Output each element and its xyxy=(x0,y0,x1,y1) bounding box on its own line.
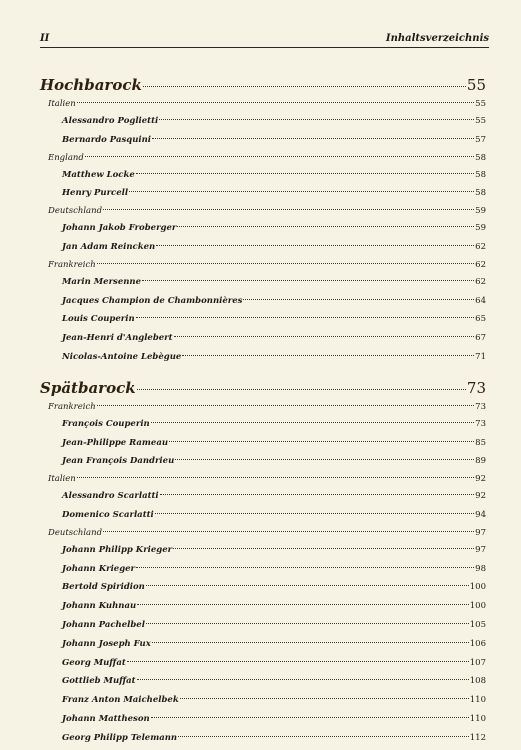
toc-entry-part xyxy=(40,74,486,96)
toc-entry-composer xyxy=(40,452,486,471)
entry-page-number: 97 xyxy=(475,544,486,555)
entry-page-number: 62 xyxy=(475,241,486,252)
entry-page-number: 71 xyxy=(475,351,486,362)
entry-title: Gottlieb Muffat xyxy=(62,676,136,687)
entry-page-number: 55 xyxy=(475,99,486,109)
entry-title: Georg Philipp Telemann xyxy=(62,732,178,743)
entry-title: Italien xyxy=(48,474,76,485)
entry-page-number: 107 xyxy=(469,657,486,668)
toc-entry-composer xyxy=(40,560,486,579)
dot-leader xyxy=(97,405,474,406)
dot-leader xyxy=(243,299,474,300)
entry-page-number: 92 xyxy=(475,491,486,502)
entry-title: Frankreich xyxy=(48,401,96,412)
dot-leader xyxy=(182,355,474,356)
toc-entry-composer xyxy=(40,131,486,150)
dot-leader xyxy=(85,156,474,157)
toc-entry-composer xyxy=(40,238,486,257)
entry-title: Johann Kuhnau xyxy=(62,601,137,612)
entry-title: Matthew Locke xyxy=(62,169,135,180)
entry-title: Domenico Scarlatti xyxy=(62,509,154,520)
entry-page-number: 92 xyxy=(475,474,486,485)
entry-title: Deutschland xyxy=(48,206,103,217)
entry-title: Jacques Champion de Chambonnières xyxy=(62,295,243,306)
toc-entry-composer xyxy=(40,434,486,453)
entry-page-number: 112 xyxy=(469,732,486,743)
dot-leader xyxy=(143,86,466,87)
entry-page-number: 106 xyxy=(469,638,486,649)
toc-entry-composer xyxy=(40,184,486,203)
entry-title: Jan Adam Reincken xyxy=(62,241,156,252)
dot-leader xyxy=(137,389,466,390)
entry-title: Frankreich xyxy=(48,259,96,270)
dot-leader xyxy=(173,548,474,549)
entry-title: Spätbarock xyxy=(40,378,136,397)
entry-page-number: 58 xyxy=(475,152,486,163)
entry-page-number: 55 xyxy=(466,76,486,94)
running-header xyxy=(40,33,489,48)
toc-entry-composer xyxy=(40,616,486,635)
entry-page-number: 100 xyxy=(469,601,486,612)
toc-entry-composer xyxy=(40,672,486,691)
toc-entry-country xyxy=(40,525,486,541)
toc-entry-country xyxy=(40,150,486,166)
dot-leader xyxy=(127,661,469,662)
dot-leader xyxy=(142,280,474,281)
entry-title: Nicolas-Antoine Lebègue xyxy=(62,351,182,362)
toc-entry-composer xyxy=(40,166,486,185)
dot-leader xyxy=(77,477,474,478)
dot-leader xyxy=(137,604,469,605)
toc-entry-composer xyxy=(40,654,486,673)
running-title: Inhaltsverzeichnis xyxy=(385,33,489,44)
entry-title: England xyxy=(48,152,84,163)
toc-entry-part xyxy=(40,377,486,399)
toc-entry-country xyxy=(40,257,486,273)
entry-page-number: 73 xyxy=(466,378,486,397)
entry-title: François Couperin xyxy=(62,418,150,429)
dot-leader xyxy=(174,336,475,337)
dot-leader xyxy=(103,209,474,210)
dot-leader xyxy=(175,459,474,460)
dot-leader xyxy=(151,422,474,423)
entry-page-number: 58 xyxy=(475,169,486,180)
entry-title: Johann Philipp Krieger xyxy=(62,544,173,555)
dot-leader xyxy=(177,226,474,227)
entry-title: Jean-Henri d'Anglebert xyxy=(62,333,173,344)
toc-entry-country xyxy=(40,203,486,219)
toc-entry-composer xyxy=(40,292,486,311)
dot-leader xyxy=(136,317,475,318)
toc-entry-composer xyxy=(40,541,486,560)
entry-page-number: 100 xyxy=(469,582,486,593)
entry-page-number: 65 xyxy=(475,314,486,325)
entry-page-number: 64 xyxy=(475,295,486,306)
dot-leader xyxy=(152,642,469,643)
entry-page-number: 85 xyxy=(475,437,486,448)
dot-leader xyxy=(155,513,474,514)
entry-title: Bernardo Pasquini xyxy=(62,134,152,145)
entry-title: Johann Krieger xyxy=(62,563,136,574)
entry-page-number: 98 xyxy=(475,563,486,574)
entry-title: Johann Jakob Froberger xyxy=(62,223,177,234)
dot-leader xyxy=(180,698,469,699)
dot-leader xyxy=(146,585,469,586)
toc-entry-country xyxy=(40,471,486,487)
entry-title: Alessandro Scarlatti xyxy=(62,491,159,502)
dot-leader xyxy=(169,441,474,442)
entry-title: Italien xyxy=(48,99,76,109)
entry-page-number: 94 xyxy=(475,509,486,520)
section-gap xyxy=(40,367,486,377)
entry-title: Henry Purcell xyxy=(62,188,129,199)
dot-leader xyxy=(178,736,469,737)
entry-page-number: 62 xyxy=(475,276,486,287)
toc-entry-composer xyxy=(40,597,486,616)
entry-page-number: 97 xyxy=(475,527,486,538)
entry-title: Johann Pachelbel xyxy=(62,619,145,630)
dot-leader xyxy=(129,191,474,192)
dot-leader xyxy=(151,717,469,718)
toc-entry-composer xyxy=(40,219,486,238)
entry-title: Jean François Dandrieu xyxy=(62,456,175,467)
entry-page-number: 58 xyxy=(475,188,486,199)
entry-page-number: 108 xyxy=(469,676,486,687)
dot-leader xyxy=(137,679,469,680)
dot-leader xyxy=(160,494,475,495)
dot-leader xyxy=(77,102,474,103)
toc-entry-composer xyxy=(40,273,486,292)
toc-entry-composer xyxy=(40,415,486,434)
table-of-contents xyxy=(40,74,486,748)
dot-leader xyxy=(136,173,474,174)
toc-entry-composer xyxy=(40,710,486,729)
entry-page-number: 89 xyxy=(475,456,486,467)
entry-page-number: 73 xyxy=(475,401,486,412)
entry-page-number: 110 xyxy=(469,695,486,706)
toc-entry-country xyxy=(40,399,486,415)
entry-page-number: 55 xyxy=(475,116,486,126)
toc-entry-composer xyxy=(40,635,486,654)
entry-title: Johann Mattheson xyxy=(62,713,150,724)
toc-entry-country xyxy=(40,96,486,112)
toc-entry-composer xyxy=(40,112,486,131)
dot-leader xyxy=(159,119,474,120)
entry-page-number: 59 xyxy=(475,223,486,234)
entry-page-number: 62 xyxy=(475,259,486,270)
toc-entry-composer xyxy=(40,506,486,525)
dot-leader xyxy=(156,245,474,246)
toc-entry-composer xyxy=(40,348,486,367)
entry-title: Johann Joseph Fux xyxy=(62,638,151,649)
page-number: II xyxy=(40,33,50,44)
entry-title: Georg Muffat xyxy=(62,657,126,668)
entry-page-number: 105 xyxy=(469,619,486,630)
entry-page-number: 57 xyxy=(475,134,486,145)
entry-page-number: 73 xyxy=(475,418,486,429)
entry-title: Marin Mersenne xyxy=(62,276,142,287)
entry-page-number: 110 xyxy=(469,713,486,724)
toc-entry-composer xyxy=(40,729,486,748)
toc-entry-composer xyxy=(40,487,486,506)
entry-title: Louis Couperin xyxy=(62,314,135,325)
entry-title: Hochbarock xyxy=(40,76,142,94)
dot-leader xyxy=(97,263,474,264)
dot-leader xyxy=(152,138,474,139)
toc-entry-composer xyxy=(40,329,486,348)
entry-title: Alessandro Poglietti xyxy=(62,116,159,126)
toc-entry-composer xyxy=(40,691,486,710)
entry-title: Franz Anton Maichelbek xyxy=(62,695,179,706)
entry-page-number: 67 xyxy=(475,333,486,344)
toc-entry-composer xyxy=(40,578,486,597)
entry-title: Bertold Spiridion xyxy=(62,582,145,593)
entry-title: Jean-Philippe Rameau xyxy=(62,437,169,448)
dot-leader xyxy=(103,531,474,532)
dot-leader xyxy=(146,623,469,624)
entry-page-number: 59 xyxy=(475,206,486,217)
entry-title: Deutschland xyxy=(48,527,103,538)
dot-leader xyxy=(136,567,474,568)
toc-entry-composer xyxy=(40,310,486,329)
